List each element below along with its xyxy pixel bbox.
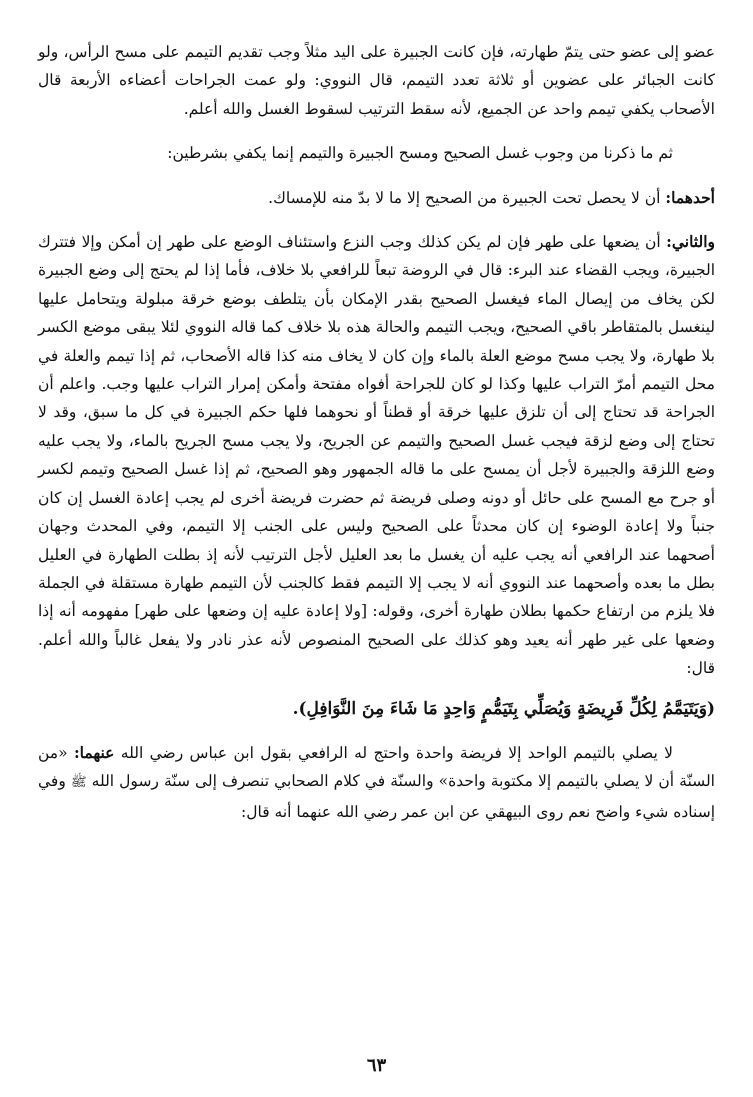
paragraph-6-text-after: وفي إسناده شيء واضح نعم روى البيهقي عن ابن عمر رضي الله عنهما أنه قال: [38,772,715,821]
paragraph-6-text-mid: «من السنّة أن لا يصلي بالتيمم إلا مكتوبة واحدة» والسنّة في كلام الصحابي تنصرف إلى سنّة رسول الله [38,743,715,791]
paragraph-1: عضو إلى عضو حتى يتمّ طهارته، فإن كانت الجبيرة على اليد مثلاً وجب تقديم التيمم على مسح الرأس، ولو كانت الجبائر على عضوين أو ثلاثة تعدد التيمم، قال النووي: ولو عمت الجراحات أعضاءه الأربعة قال الأصحاب يكفي تيمم واحد عن الجميع، لأنه سقط الترتيب لسقوط الغسل والله أعلم. [38,43,715,118]
paragraph-6 [38,739,715,826]
paragraph-2: ثم ما ذكرنا من وجوب غسل الصحيح ومسح الجبيرة والتيمم إنما يكفي بشرطين: [167,144,673,163]
paragraph-6-text-before: لا يصلي بالتيمم الواحد إلا فريضة واحدة واحتج له الرافعي بقول ابن عباس رضي الله [114,743,673,762]
paragraph-3-lead: أحدهما: [665,187,715,207]
paragraph-6-bold-word: عنهما: [73,742,115,762]
paragraph-3 [38,184,715,212]
paragraph-4-lead: والثاني: [666,232,715,252]
paragraph-4-text: أن يضعها على طهر فإن لم يكن كذلك وجب النزع واستئناف الوضع على طهر إن أمكن وإلا فتترك الجبيرة، ويجب القضاء عند البرء: قال في الروضة تبعاً للرافعي بلا خلاف، فأما إذا لم يحتج إلى وضع الجبيرة لكن يخاف من إيصال الماء فيغسل الصحيح بقدر الإمكان بأن يتلطف بوضع خرقة مبلولة ويتحامل عليها لينغسل بالمتقاطر باقي الصحيح، ويجب التيمم والحالة هذه بلا خلاف كما قاله النووي لئلا يبقى موضع الكسر بلا طهارة، ولا يجب مسح موضع العلة بالماء وإن كان لا يخاف منه كذا قاله الأصحاب، ثم إذا تيمم والعلة في محل التيمم أمرّ التراب عليها وكذا لو كان للجراحة أفواه مفتحة وأمكن إمرار التراب عليها وجب. واعلم أن الجراحة قد تحتاج إلى أن تلزق عليها خرقة أو قطناً أو نحوهما فلها حكم الجبيرة في كل ما سبق، وقد لا تحتاج إلى وضع لزقة فيجب غسل الصحيح والتيمم عن الجريح، ولا يجب مسح الجريح بالماء، ولا يجب عليه وضع اللزقة والجبيرة لأجل أن يمسح على ما قاله الجمهور وهو الصحيح، ثم إذا غسل الصحيح وتيمم لكسر أو جرح مع المسح على حائل أو دونه وصلى فريضة ثم حضرت فريضة أخرى لم يجب إعادة الغسل إن كان جنباً ولا إعادة الوضوء إن كان محدثاً على الصحيح وليس على الجنب إلا التيمم، وفي المحدث وجهان أصحهما عند الرافعي أنه يجب عليه أن يغسل ما بعد العليل لأجل الترتيب لأنه إذ بطلت الطهارة في العليل بطل ما بعده وأصحهما عند النووي أنه لا يجب إلا التيمم فقط كالجنب لأن التيمم طهارة مستقلة في الجملة فلا يلزم من ارتفاع حكمها بطلان طهارة أخرى، وقوله: [ولا إعادة عليه إن وضعها على طهر] مفهومه أنه إذا وضعها على غير طهر أنه يعيد وهو كذلك على الصحيح المنصوص لأنه عذر نادر ولا يفعل غالباً والله أعلم. قال: [38,233,716,678]
paragraph-4 [38,228,715,683]
page-body [38,38,715,826]
salawat-symbol: ﷺ [70,775,87,791]
matn-quote: (وَيَتَيَمَّمُ لِكُلِّ فَرِيضَةٍ وَيُصَلِّي بِتَيَمُّمٍ وَاحِدٍ مَا شَاءَ مِنَ النَّوَافِلِ). [292,698,715,719]
paragraph-3-text: أن لا يحصل تحت الجبيرة من الصحيح إلا ما لا بدّ منه للإمساك. [268,188,666,207]
page-number: ٦٣ [366,1055,387,1076]
